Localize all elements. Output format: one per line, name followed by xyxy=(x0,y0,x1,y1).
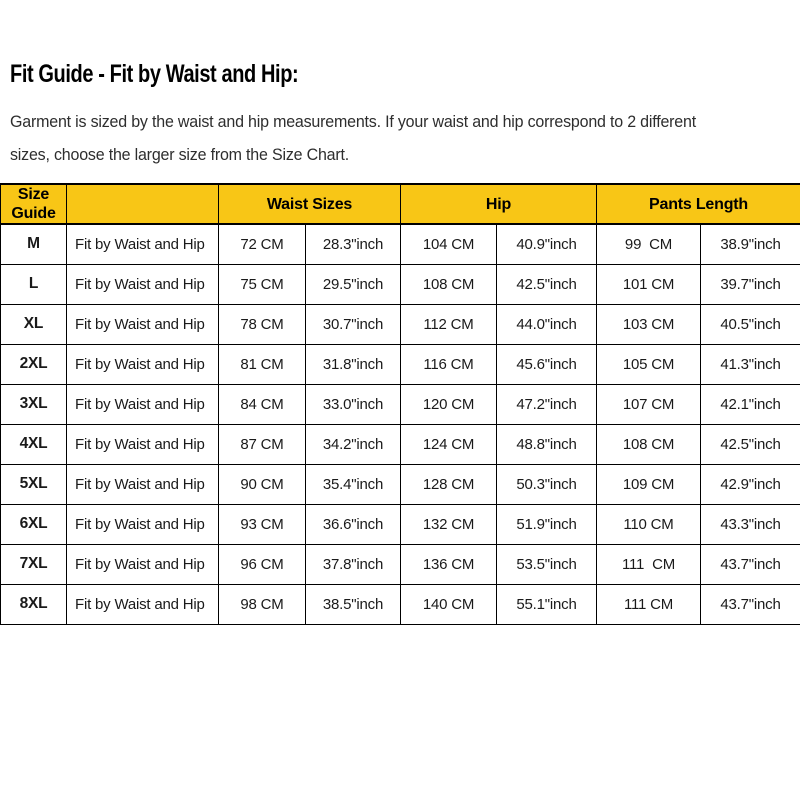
cell-size-label: M xyxy=(1,224,67,264)
cell-waist-cm: 96 CM xyxy=(219,544,306,584)
cell-hip-cm: 124 CM xyxy=(401,424,497,464)
table-row xyxy=(1,464,800,504)
cell-hip-inch: 42.5"inch xyxy=(497,264,597,304)
cell-waist-inch: 28.3"inch xyxy=(306,224,401,264)
cell-hip-inch: 45.6"inch xyxy=(497,344,597,384)
cell-length-cm: 110 CM xyxy=(597,504,701,544)
cell-waist-cm: 78 CM xyxy=(219,304,306,344)
cell-length-inch: 38.9"inch xyxy=(701,224,800,264)
cell-length-inch: 42.1"inch xyxy=(701,384,800,424)
table-row xyxy=(1,224,800,264)
cell-fit-note: Fit by Waist and Hip xyxy=(67,544,219,584)
cell-waist-cm: 72 CM xyxy=(219,224,306,264)
cell-waist-inch: 34.2"inch xyxy=(306,424,401,464)
cell-length-cm: 111 CM xyxy=(597,584,701,624)
cell-fit-note: Fit by Waist and Hip xyxy=(67,384,219,424)
cell-hip-inch: 47.2"inch xyxy=(497,384,597,424)
cell-length-inch: 40.5"inch xyxy=(701,304,800,344)
cell-hip-inch: 50.3"inch xyxy=(497,464,597,504)
table-row xyxy=(1,584,800,624)
fit-description-line-2: sizes, choose the larger size from the Size Chart. xyxy=(10,146,350,164)
cell-length-inch: 41.3"inch xyxy=(701,344,800,384)
fit-guide-page xyxy=(0,60,800,800)
cell-length-cm: 105 CM xyxy=(597,344,701,384)
cell-waist-cm: 93 CM xyxy=(219,504,306,544)
cell-size-label: 5XL xyxy=(1,464,67,504)
cell-hip-cm: 140 CM xyxy=(401,584,497,624)
cell-length-inch: 43.7"inch xyxy=(701,544,800,584)
cell-waist-cm: 84 CM xyxy=(219,384,306,424)
cell-length-cm: 103 CM xyxy=(597,304,701,344)
cell-hip-cm: 136 CM xyxy=(401,544,497,584)
page-title: Fit Guide - Fit by Waist and Hip: xyxy=(10,60,299,88)
cell-size-label: 7XL xyxy=(1,544,67,584)
cell-length-inch: 42.9"inch xyxy=(701,464,800,504)
cell-length-cm: 107 CM xyxy=(597,384,701,424)
cell-waist-cm: 81 CM xyxy=(219,344,306,384)
cell-hip-inch: 44.0"inch xyxy=(497,304,597,344)
fit-description xyxy=(10,106,776,172)
table-row xyxy=(1,384,800,424)
header-fit-column xyxy=(67,184,219,224)
cell-size-label: XL xyxy=(1,304,67,344)
fit-description-line-1: Garment is sized by the waist and hip measurements. If your waist and hip correspond to 2 different xyxy=(10,113,696,131)
cell-hip-inch: 51.9"inch xyxy=(497,504,597,544)
cell-waist-inch: 29.5"inch xyxy=(306,264,401,304)
cell-length-inch: 43.3"inch xyxy=(701,504,800,544)
cell-size-label: 8XL xyxy=(1,584,67,624)
header-row xyxy=(1,184,800,224)
cell-size-label: 3XL xyxy=(1,384,67,424)
cell-waist-inch: 36.6"inch xyxy=(306,504,401,544)
cell-hip-inch: 55.1"inch xyxy=(497,584,597,624)
cell-waist-inch: 30.7"inch xyxy=(306,304,401,344)
table-row xyxy=(1,264,800,304)
cell-fit-note: Fit by Waist and Hip xyxy=(67,584,219,624)
cell-waist-inch: 33.0"inch xyxy=(306,384,401,424)
cell-waist-inch: 38.5"inch xyxy=(306,584,401,624)
header-size-guide: Size Guide xyxy=(1,184,67,224)
cell-length-inch: 43.7"inch xyxy=(701,584,800,624)
cell-waist-inch: 35.4"inch xyxy=(306,464,401,504)
cell-size-label: 2XL xyxy=(1,344,67,384)
size-chart-body xyxy=(1,224,800,624)
cell-hip-cm: 112 CM xyxy=(401,304,497,344)
cell-waist-inch: 31.8"inch xyxy=(306,344,401,384)
cell-waist-cm: 87 CM xyxy=(219,424,306,464)
cell-fit-note: Fit by Waist and Hip xyxy=(67,424,219,464)
cell-size-label: L xyxy=(1,264,67,304)
cell-hip-cm: 132 CM xyxy=(401,504,497,544)
cell-fit-note: Fit by Waist and Hip xyxy=(67,304,219,344)
size-chart-header xyxy=(1,184,800,224)
cell-hip-cm: 104 CM xyxy=(401,224,497,264)
header-waist-sizes: Waist Sizes xyxy=(219,184,401,224)
cell-waist-cm: 90 CM xyxy=(219,464,306,504)
header-hip: Hip xyxy=(401,184,597,224)
cell-length-inch: 39.7"inch xyxy=(701,264,800,304)
cell-hip-inch: 48.8"inch xyxy=(497,424,597,464)
cell-hip-cm: 108 CM xyxy=(401,264,497,304)
table-row xyxy=(1,424,800,464)
cell-hip-cm: 116 CM xyxy=(401,344,497,384)
cell-fit-note: Fit by Waist and Hip xyxy=(67,224,219,264)
cell-length-cm: 109 CM xyxy=(597,464,701,504)
cell-fit-note: Fit by Waist and Hip xyxy=(67,464,219,504)
header-pants-length: Pants Length xyxy=(597,184,800,224)
cell-length-inch: 42.5"inch xyxy=(701,424,800,464)
size-chart-table xyxy=(0,183,800,625)
cell-fit-note: Fit by Waist and Hip xyxy=(67,504,219,544)
cell-hip-inch: 53.5"inch xyxy=(497,544,597,584)
table-row xyxy=(1,544,800,584)
cell-length-cm: 111 CM xyxy=(597,544,701,584)
cell-waist-cm: 75 CM xyxy=(219,264,306,304)
cell-size-label: 6XL xyxy=(1,504,67,544)
cell-fit-note: Fit by Waist and Hip xyxy=(67,344,219,384)
cell-length-cm: 108 CM xyxy=(597,424,701,464)
cell-fit-note: Fit by Waist and Hip xyxy=(67,264,219,304)
cell-waist-inch: 37.8"inch xyxy=(306,544,401,584)
table-row xyxy=(1,504,800,544)
cell-size-label: 4XL xyxy=(1,424,67,464)
cell-hip-cm: 128 CM xyxy=(401,464,497,504)
cell-hip-cm: 120 CM xyxy=(401,384,497,424)
cell-length-cm: 101 CM xyxy=(597,264,701,304)
cell-length-cm: 99 CM xyxy=(597,224,701,264)
cell-hip-inch: 40.9"inch xyxy=(497,224,597,264)
table-row xyxy=(1,344,800,384)
cell-waist-cm: 98 CM xyxy=(219,584,306,624)
table-row xyxy=(1,304,800,344)
